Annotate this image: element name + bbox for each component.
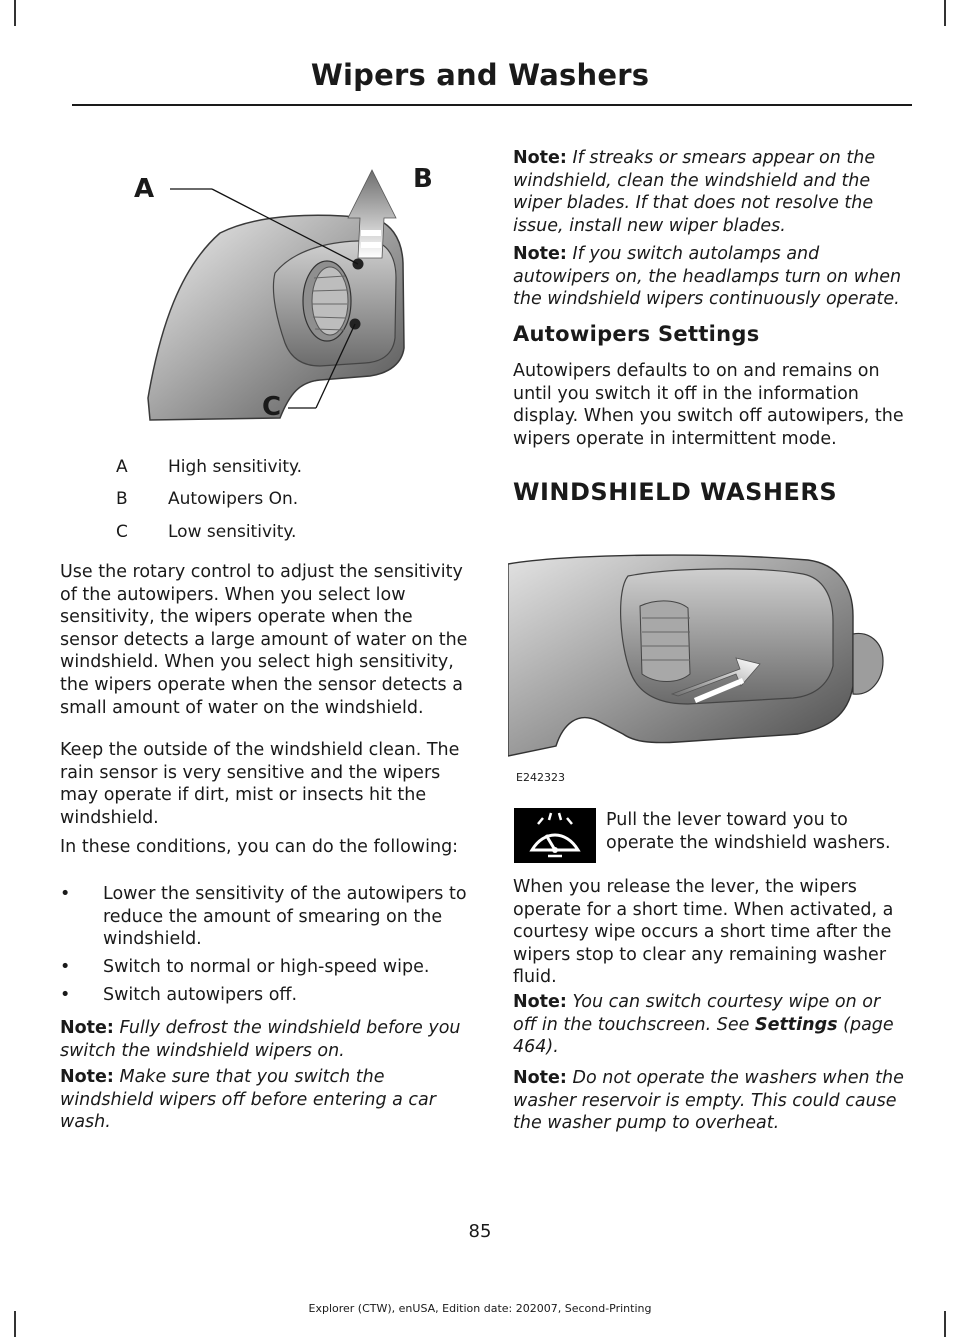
paragraph-rotary-control: Use the rotary control to adjust the sensitivity of the autowipers. When you select low sensitivity, the wipers operate when the sensor detects a large amount of water on the windshield. When you select high sensitivity, the wipers operate when the sensor detects a small amount of water on the windshield.: [60, 562, 468, 718]
callout-b: B: [413, 164, 433, 194]
washer-lever-illustration: [508, 546, 908, 766]
wiper-stalk-image: [120, 158, 450, 428]
legend-text: High sensitivity.: [168, 457, 303, 477]
bullet-item: [60, 883, 474, 953]
edition-info: Explorer (CTW), enUSA, Edition date: 202007, Second-Printing: [308, 1302, 652, 1315]
note-label: Note:: [513, 244, 567, 264]
callout-a: A: [134, 174, 155, 204]
bullet-marker: •: [60, 957, 71, 977]
paragraph-autowipers-settings: Autowipers defaults to on and remains on until you switch it off in the information display. When you switch off autowipers, the wipers operate in intermittent mode.: [513, 361, 904, 449]
legend-text: Low sensitivity.: [168, 522, 297, 542]
legend-letter: A: [116, 457, 128, 477]
bullet-marker: •: [60, 884, 71, 904]
note-text: If you switch autolamps and autowipers on, the headlamps turn on when the windshield wipers continuously operate.: [513, 244, 902, 310]
note-reservoir-empty: [513, 1067, 908, 1135]
note-label: Note:: [513, 992, 567, 1012]
wiper-stalk-illustration: [120, 158, 450, 428]
note-label: Note:: [60, 1067, 114, 1087]
note-label: Note:: [60, 1018, 114, 1038]
bullet-item: [60, 956, 474, 980]
figure-code: E242323: [516, 771, 565, 784]
note-defrost: [60, 1017, 472, 1062]
page-title: Wipers and Washers: [310, 58, 650, 92]
paragraph-keep-clean: Keep the outside of the windshield clean. The rain sensor is very sensitive and the wipers may operate if dirt, mist or insects hit the windshield.: [60, 740, 460, 828]
legend-row-b: [116, 489, 446, 513]
note-text: Make sure that you switch the windshield wipers off before entering a car wash.: [60, 1067, 436, 1133]
note-label: Note:: [513, 148, 567, 168]
callout-c: C: [262, 392, 282, 422]
note-label: Note:: [513, 1068, 567, 1088]
windshield-washer-icon: [514, 808, 596, 863]
legend-row-a: [116, 457, 446, 481]
paragraph-pull-lever: Pull the lever toward you to operate the windshield washers.: [606, 810, 891, 853]
note-text: Fully defrost the windshield before you switch the windshield wipers on.: [60, 1018, 461, 1061]
note-text: If streaks or smears appear on the windshield, clean the windshield and the wiper blades. If that does not resolve the issue, install new wiper blades.: [513, 148, 876, 236]
note-streaks: [513, 147, 908, 237]
legend-text: Autowipers On.: [168, 489, 299, 509]
crop-mark-top-right: [944, 0, 946, 26]
washer-symbol-icon: [514, 808, 596, 863]
page-number: 85: [468, 1221, 492, 1242]
paragraph-conditions: In these conditions, you can do the following:: [60, 837, 459, 857]
note-courtesy-wipe: [513, 991, 908, 1059]
bullet-text: Switch to normal or high-speed wipe.: [103, 957, 430, 977]
bullet-text: Lower the sensitivity of the autowipers to reduce the amount of smearing on the windshield.: [103, 884, 467, 950]
note-text-page: (page 464).: [513, 1014, 894, 1058]
bullet-marker: •: [60, 985, 71, 1005]
section-heading-autowipers-settings: Autowipers Settings: [513, 322, 760, 346]
note-car-wash: [60, 1066, 472, 1134]
note-text: Do not operate the washers when the washer reservoir is empty. This could cause the washer pump to overheat.: [513, 1068, 904, 1134]
settings-link[interactable]: Settings: [754, 1014, 838, 1035]
crop-mark-top-left: [14, 0, 16, 26]
bullet-text: Switch autowipers off.: [103, 985, 298, 1005]
washer-lever-image: [508, 546, 908, 766]
note-autolamps: [513, 243, 908, 311]
paragraph-release-lever: When you release the lever, the wipers operate for a short time. When activated, a courtesy wipe occurs a short time after the wipers stop to clear any remaining washer fluid.: [513, 877, 894, 988]
legend-letter: B: [116, 489, 128, 509]
note-text: You can switch courtesy wipe on or off in the touchscreen. See: [513, 992, 881, 1035]
bullet-item: [60, 984, 474, 1008]
legend-letter: C: [116, 522, 128, 542]
legend-row-c: [116, 522, 446, 546]
header-rule: [72, 104, 912, 106]
section-heading-windshield-washers: WINDSHIELD WASHERS: [513, 478, 838, 506]
